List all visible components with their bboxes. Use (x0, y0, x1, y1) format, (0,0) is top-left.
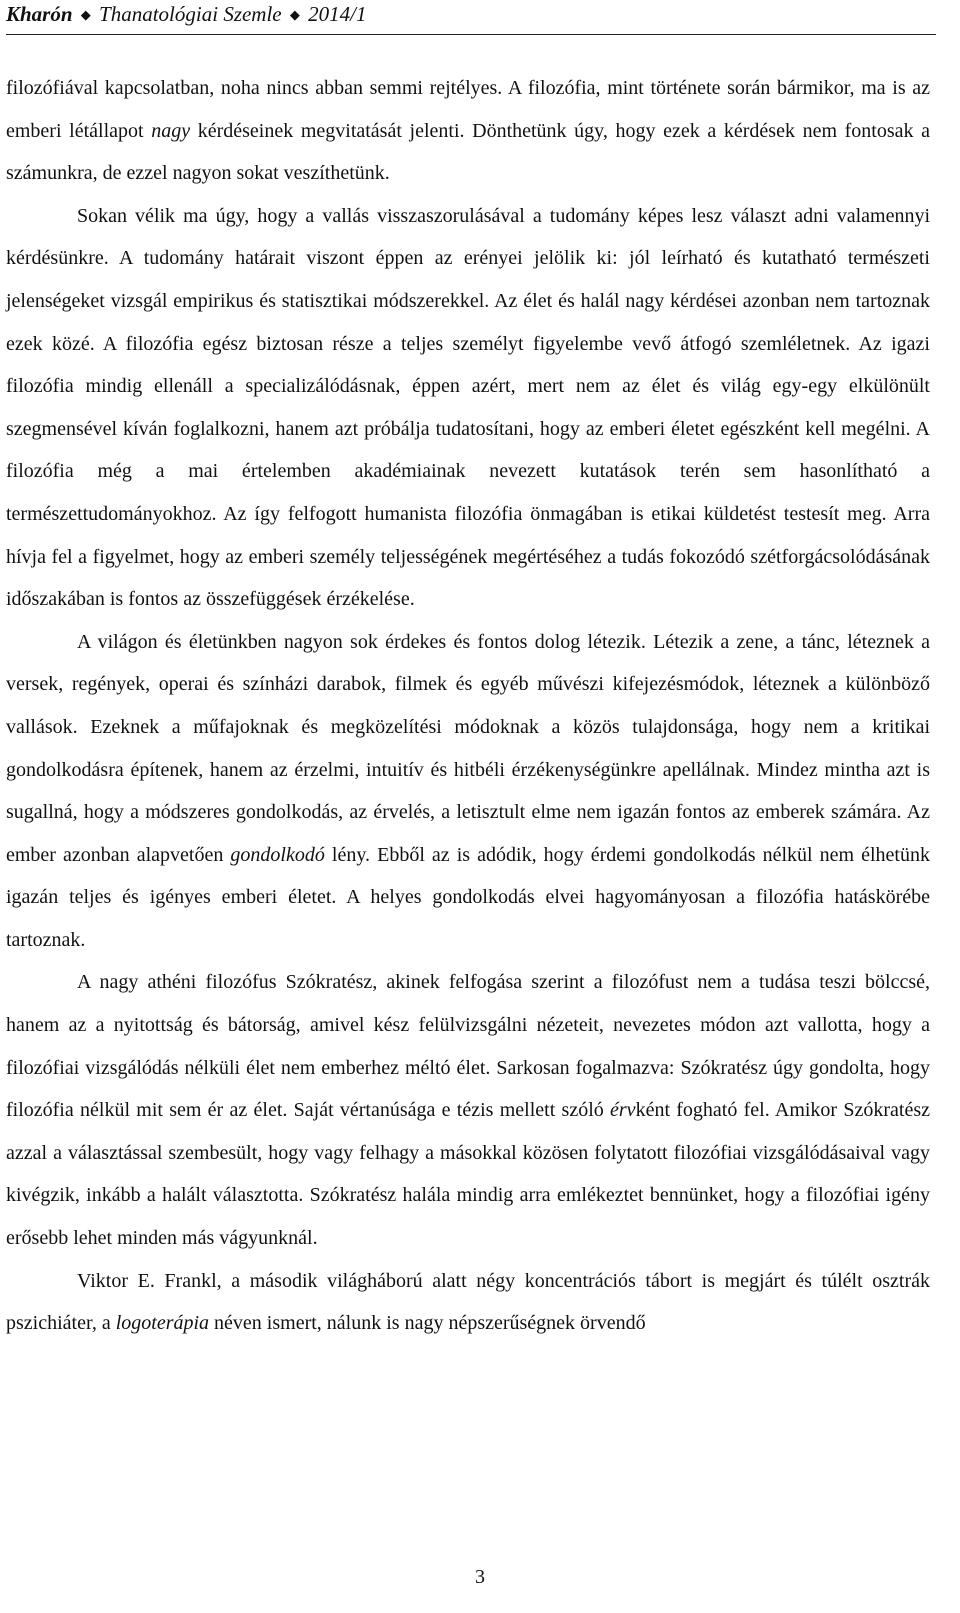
text-run: filozófiával kapcsolatban, noha nincs abban semmi rejtélyes. A filozófia, mint története során bármikor, ma is az emberi létállapot (6, 77, 930, 142)
paragraph (6, 961, 930, 1259)
emphasis-text: nagy (151, 119, 191, 142)
emphasis-text: érv (610, 1099, 636, 1122)
journal-subtitle: Thanatológiai Szemle (99, 2, 282, 26)
text-run: A világon és életünkben nagyon sok érdekes és fontos dolog létezik. Létezik a zene, a tánc, léteznek a versek, regények, operai és színházi darabok, filmek és egyéb művészi kifejezésmódok, léteznek a különböző vallások. Ezeknek a műfajoknak és megközelítési módoknak a közös tulajdonsága, hogy nem a kritikai gondolkodásra építenek, hanem az érzelmi, intuitív és hitbéli érzékenységünkre apellálnak. Mindez mintha azt is sugallná, hogy a módszeres gondolkodás, az érvelés, a letisztult elme nem igazán fontos az emberek számára. Az ember azonban alapvetően (6, 630, 930, 866)
text-run: Viktor E. Frankl, a második világháború alatt négy koncentrációs tábort is megjárt és túlélt osztrák pszichiáter, a (6, 1269, 930, 1335)
text-run: Sokan vélik ma úgy, hogy a vallás visszaszorulásával a tudomány képes lesz választ adni valamennyi kérdésünkre. A tudomány határait viszont éppen az erényei jelölik ki: jól leírható és kutatható természeti jelenségeket vizsgál empirikus és statisztikai módszerekkel. Az élet és halál nagy kérdései azonban nem tartoznak ezek közé. A filozófia egész biztosan része a teljes személyt figyelembe vevő átfogó szemléletnek. Az igazi filozófia mindig ellenáll a specializálódásnak, éppen azért, mert nem az élet és világ egy-egy elkülönült szegmensével kíván foglalkozni, hanem azt próbálja tudatosítani, hogy az emberi életet egészként kell megélni. A filozófia még a mai értelemben akadémiainak nevezett kutatások terén sem hasonlítható a természettudományokhoz. Az így felfogott humanista filozófia önmagában is etikai küldetést testesít meg. Arra hívja fel a figyelmet, hogy az emberi személy teljességének megértéséhez a tudás fokozódó szétforgácsolódásának időszakában is fontos az összefüggések érzékelése. (6, 204, 930, 611)
paragraph (6, 195, 930, 621)
page-number: 3 (475, 1566, 485, 1588)
paragraph (6, 1260, 930, 1345)
journal-name: Kharón (6, 2, 73, 26)
issue-number: 2014/1 (308, 2, 367, 26)
article-body (6, 67, 930, 1345)
paragraph (6, 67, 930, 195)
paragraph (6, 621, 930, 962)
text-run: kérdéseinek megvitatását jelenti. Dönthetünk úgy, hogy ezek a kérdések nem fontosak a számunkra, de ezzel nagyon sokat veszíthetünk. (6, 119, 930, 185)
text-run: néven ismert, nálunk is nagy népszerűségnek örvendő (209, 1312, 646, 1335)
running-header (6, 0, 936, 35)
emphasis-text: logoterápia (115, 1312, 210, 1335)
emphasis-text: gondolkodó (230, 843, 325, 866)
diamond-separator-icon: ◆ (289, 7, 300, 22)
diamond-separator-icon: ◆ (80, 7, 91, 22)
text-run: A nagy athéni filozófus Szókratész, akinek felfogása szerint a filozófust nem a tudása teszi bölccsé, hanem az a nyitottság és bátorság, amivel kész felülvizsgálni nézeteit, nevezetes módon azt vallotta, hogy a filozófiai vizsgálódás nélküli élet nem emberhez méltó élet. Sarkosan fogalmazva: Szókratész úgy gondolta, hogy filozófia nélkül mit sem ér az élet. Saját vértanúsága e tézis mellett szóló (6, 971, 930, 1122)
text-run: ként fogható fel. Amikor Szókratész azzal a választással szembesült, hogy vagy felhagy a másokkal közösen folytatott filozófiai vizsgálódásaival vagy kivégzik, inkább a halált választotta. Szókratész halála mindig arra emlékeztet bennünket, hogy a filozófiai igény erősebb lehet minden más vágyunknál. (6, 1099, 930, 1250)
text-run: lény. Ebből az is adódik, hogy érdemi gondolkodás nélkül nem élhetünk igazán teljes és igényes emberi életet. A helyes gondolkodás elvei hagyományosan a filozófia hatáskörébe tartoznak. (6, 843, 930, 951)
